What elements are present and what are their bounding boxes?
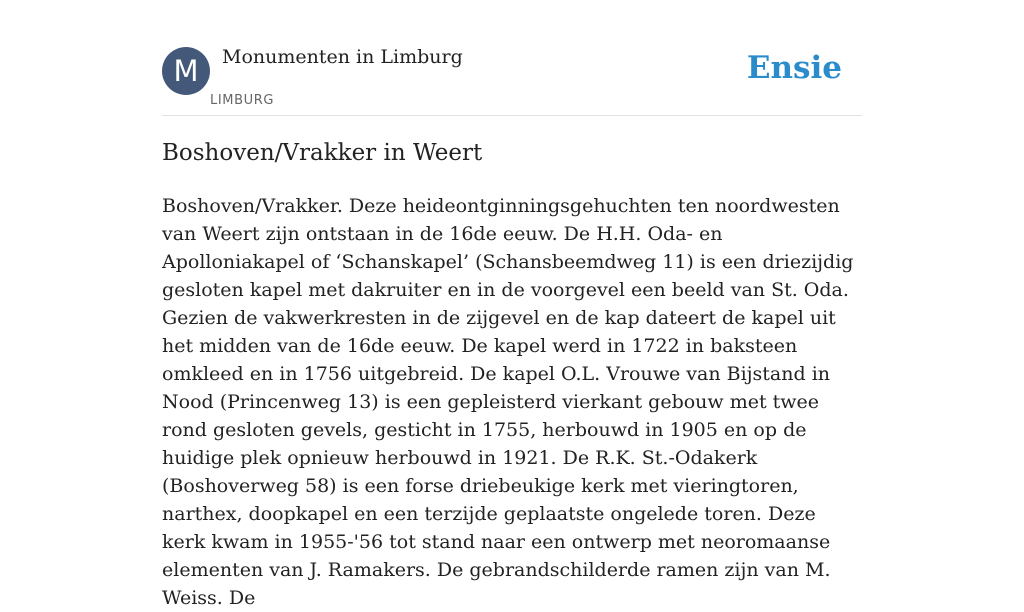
brand-logo[interactable]: Ensie bbox=[746, 50, 842, 86]
book-title-link[interactable]: Monumenten in Limburg bbox=[222, 46, 463, 68]
article-body: Boshoven/Vrakker. Deze heideontginningsgehuchten ten noordwesten van Weert zijn ontstaan in de 16de eeuw. De H.H. Oda- en Apolloniakapel of ‘Schanskapel’ (Schansbeemdweg 11) is een driezijdig gesloten kapel met dakruiter en in de voorgevel een beeld van St. Oda. Gezien de vakwerkresten in de zijgevel en de kap dateert de kapel uit het midden van de 16de eeuw. De kapel werd in 1722 in baksteen omkleed en in 1756 uitgebreid. De kapel O.L. Vrouwe van Bijstand in Nood (Princenweg 13) is een gepleisterd vierkant gebouw met twee rond gesloten gevels, gesticht in 1755, herbouwd in 1905 en op de huidige plek opnieuw herbouwd in 1921. De R.K. St.-Odakerk (Boshoverweg 58) is een forse driebeukige kerk met vieringtoren, narthex, doopkapel en een terzijde geplaatste ongelede toren. Deze kerk kwam in 1955-'56 tot stand naar een ontwerp met neoromaanse elementen van J. Ramakers. De gebrandschilderde ramen zijn van M. Weiss. De bbox=[162, 195, 854, 609]
avatar[interactable]: M bbox=[162, 47, 210, 95]
article-title: Boshoven/Vrakker in Weert bbox=[162, 140, 483, 166]
header-divider bbox=[162, 115, 862, 116]
header bbox=[162, 46, 862, 116]
category-link[interactable]: LIMBURG bbox=[210, 93, 275, 108]
